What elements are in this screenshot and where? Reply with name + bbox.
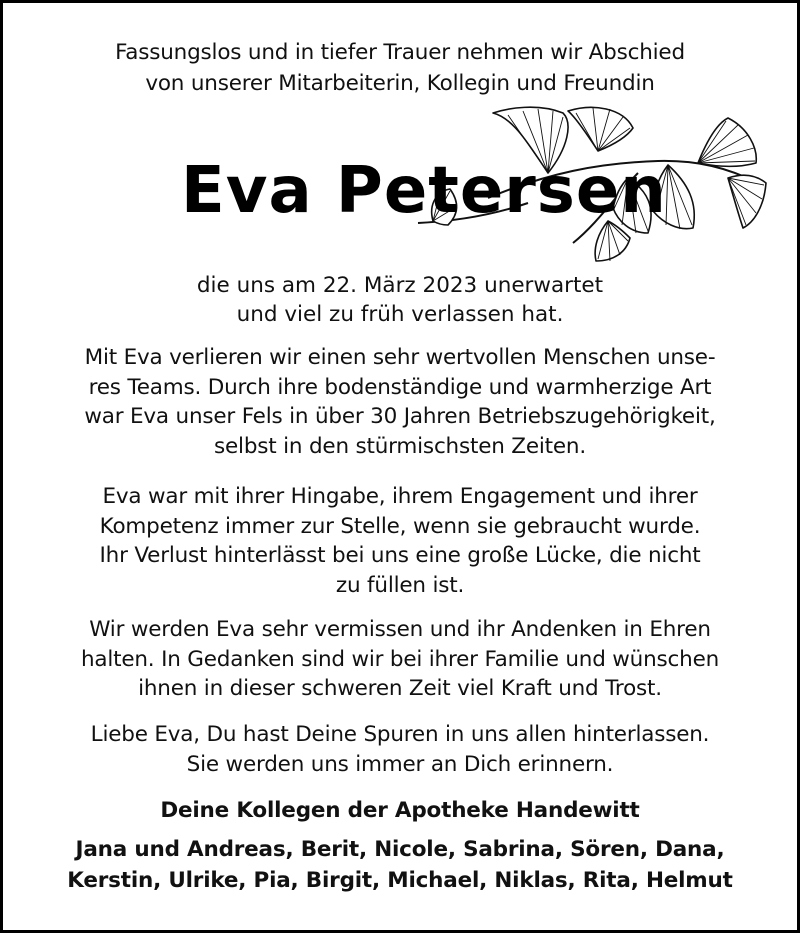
paragraph-3 [3, 615, 797, 704]
paragraph-4 [3, 720, 797, 779]
paragraph-line: Wir werden Eva sehr vermissen und ihr Andenken in Ehren [89, 617, 711, 642]
paragraph-line: ihnen in dieser schweren Zeit viel Kraft und Trost. [138, 676, 662, 701]
paragraph-line: Sie werden uns immer an Dich erinnern. [186, 751, 614, 777]
paragraph-2 [3, 482, 797, 600]
paragraph-line: Ihr Verlust hinterlässt bei uns eine große Lücke, die nicht [99, 543, 701, 568]
date-text [3, 271, 797, 329]
date-line: und viel zu früh verlassen hat. [236, 302, 564, 327]
paragraph-line: Liebe Eva, Du hast Deine Spuren in uns allen hinterlassen. [90, 722, 710, 747]
colleague-names-line: Kerstin, Ulrike, Pia, Birgit, Michael, Niklas, Rita, Helmut [67, 868, 733, 893]
signoff [3, 795, 797, 896]
paragraph-line: Eva war mit ihrer Hingabe, ihrem Engagement und ihrer [102, 484, 698, 509]
intro-line: Fassungslos und in tiefer Trauer nehmen wir Abschied [115, 40, 685, 65]
colleague-names-line: Jana und Andreas, Berit, Nicole, Sabrina, Sören, Dana, [75, 837, 725, 862]
paragraph-line: zu füllen ist. [335, 572, 465, 598]
paragraph-line: war Eva unser Fels in über 30 Jahren Betriebszugehörigkeit, [84, 404, 716, 429]
intro-line: von unserer Mitarbeiterin, Kollegin und Freundin [145, 71, 655, 96]
paragraph-line: halten. In Gedanken sind wir bei ihrer Familie und wünschen [80, 646, 720, 672]
team-name: Deine Kollegen der Apotheke Handewitt [160, 798, 640, 823]
paragraph-line: selbst in den stürmischsten Zeiten. [214, 433, 586, 459]
paragraph-line: Kompetenz immer zur Stelle, wenn sie gebraucht wurde. [99, 513, 701, 539]
intro-text [3, 37, 797, 99]
paragraph-1 [3, 343, 797, 461]
paragraph-line: Mit Eva verlieren wir einen sehr wertvollen Menschen unse- [84, 345, 716, 370]
date-line: die uns am 22. März 2023 unerwartet [196, 273, 604, 298]
deceased-name: Eva Petersen [181, 154, 667, 228]
paragraph-line: res Teams. Durch ihre bodenständige und warmherzige Art [88, 374, 712, 400]
